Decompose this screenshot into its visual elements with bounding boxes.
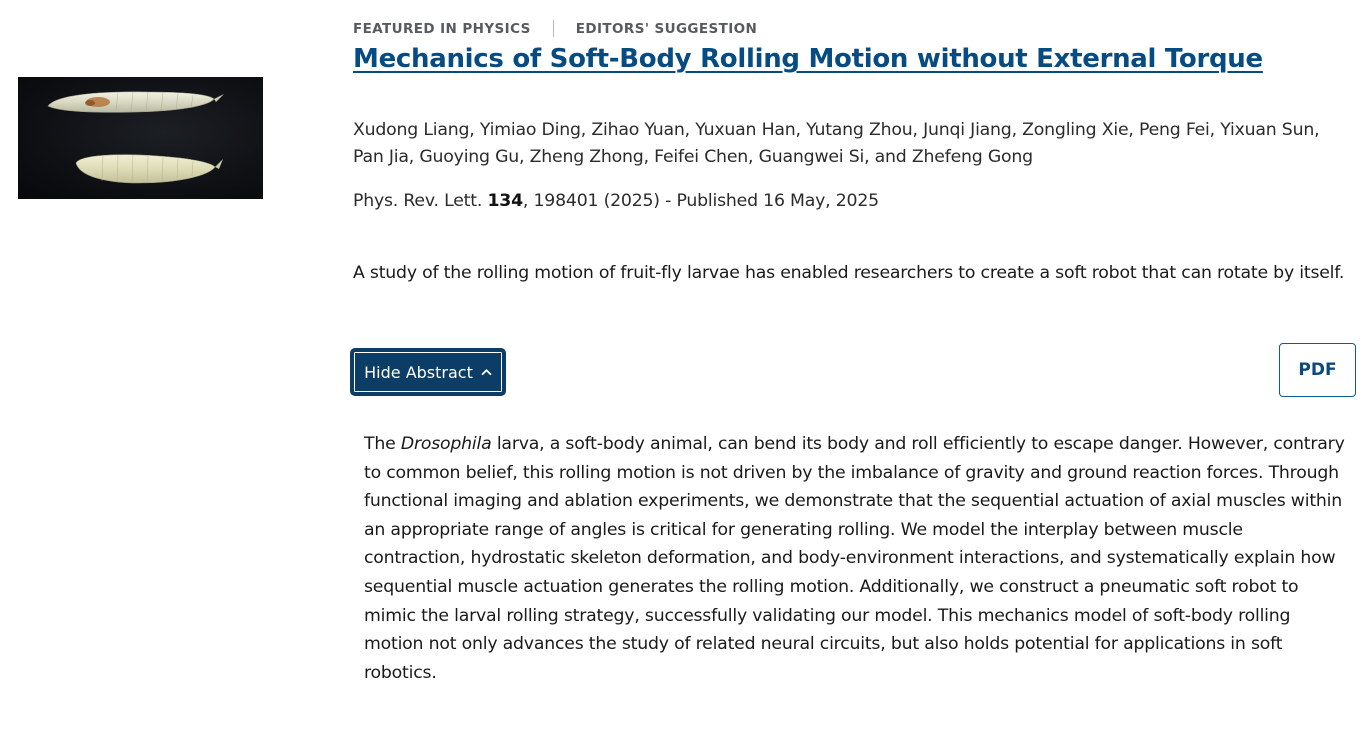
article-citation [353,188,879,215]
abstract-prefix: The [364,434,401,454]
abstract-species: Drosophila [400,434,492,454]
pdf-button[interactable]: PDF [1279,343,1356,397]
hide-abstract-button[interactable] [351,349,505,395]
citation-details: , 198401 (2025) - Published 16 May, 2025 [522,191,879,211]
article-thumbnail[interactable] [18,77,263,199]
abstract-body: larva, a soft-body animal, can bend its body and roll efficiently to escape danger. However, contrary to common belief, this rolling motion is not driven by the imbalance of gravity and ground reaction forces. Through functional imaging and ablation experiments, we demonstrate that the sequential actuation of axial muscles within an appropriate range of angles is critical for generating rolling. We model the interplay between muscle contraction, hydrostatic skeleton deformation, and body-environment interactions, and systematically explain how sequential muscle actuation generates the rolling motion. Additionally, we construct a pneumatic soft robot to mimic the larval rolling strategy, successfully validating our model. This mechanics model of soft-body rolling motion not only advances the study of related neural circuits, but also holds potential for applications in soft robotics. [364,434,1345,683]
tag-featured-in-physics[interactable]: FEATURED IN PHYSICS [353,20,531,37]
article-summary: A study of the rolling motion of fruit-fly larvae has enabled researchers to create a soft robot that can rotate by itself. [353,263,1345,283]
article-title-link[interactable]: Mechanics of Soft-Body Rolling Motion without External Torque [353,44,1263,74]
citation-journal: Phys. Rev. Lett. [353,191,483,211]
hide-abstract-label: Hide Abstract [364,362,473,382]
larvae-image [18,77,263,199]
citation-volume: 134 [487,191,523,211]
tag-divider [553,20,554,37]
tag-editors-suggestion[interactable]: EDITORS' SUGGESTION [575,20,758,37]
article-tags [353,20,757,37]
chevron-up-icon [481,368,492,376]
article-authors: Xudong Liang, Yimiao Ding, Zihao Yuan, Yuxuan Han, Yutang Zhou, Junqi Jiang, Zongling Xie, Peng Fei, Yixuan Sun, Pan Jia, Guoying Gu, Zheng Zhong, Feifei Chen, Guangwei Si, and Zhefeng Gong [353,120,1320,167]
abstract-text [364,430,1349,687]
